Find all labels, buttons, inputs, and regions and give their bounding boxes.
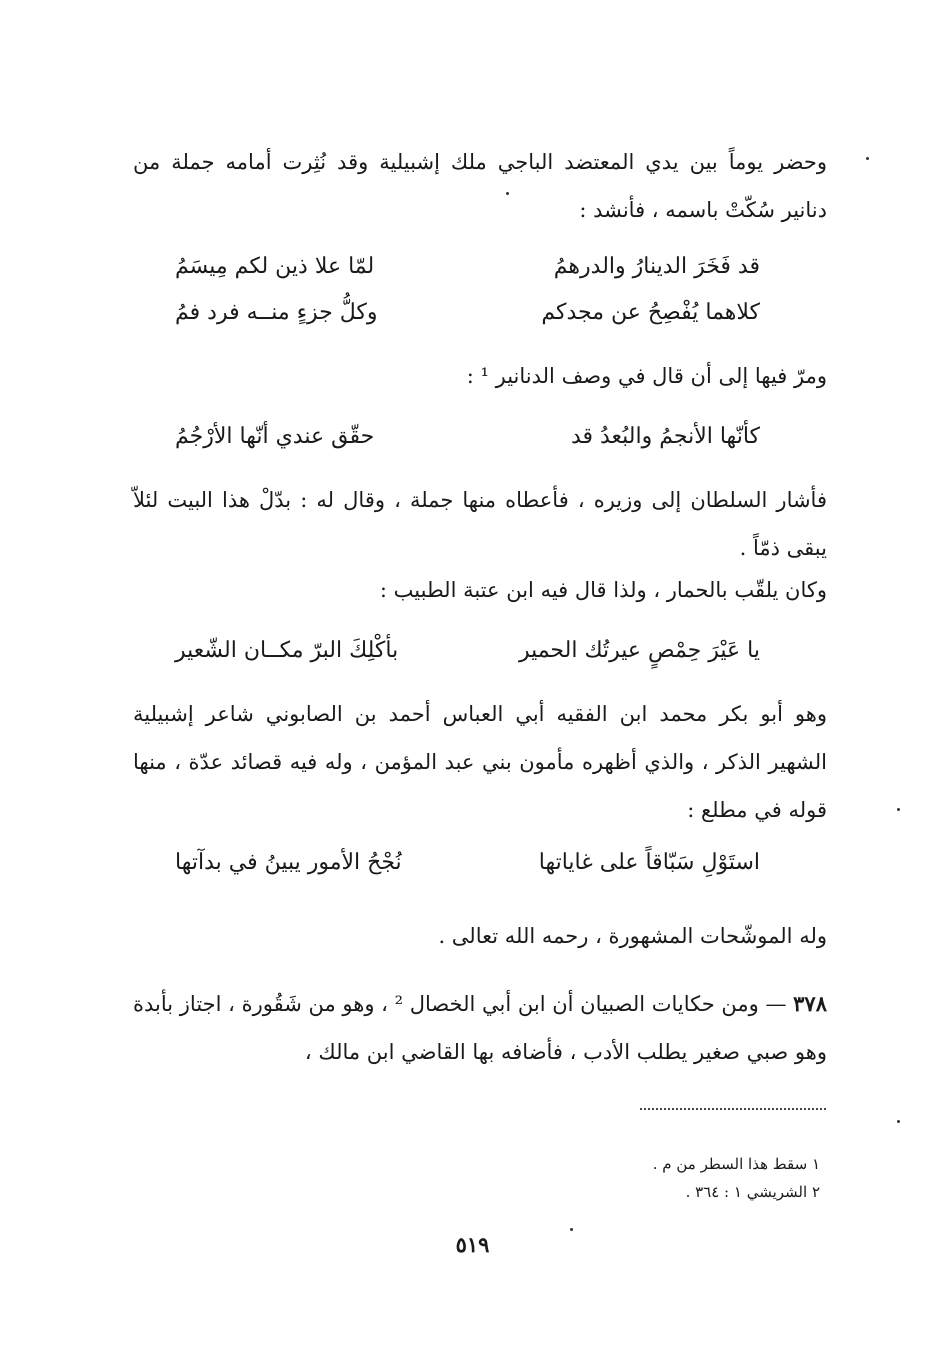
paragraph-3: فأشار السلطان إلى وزيره ، فأعطاه منها جملة ، وقال له : بدّلْ هذا البيت لئلاّ يبقى ذمّاً . bbox=[133, 488, 827, 560]
verse-line-2 bbox=[175, 290, 760, 336]
scan-speck bbox=[897, 1120, 900, 1123]
paragraph-5: وهو أبو بكر محمد ابن الفقيه أبي العباس أحمد بن الصابوني شاعر إشبيلية الشهير الذكر ، والذي أظهره مأمون بني عبد المؤمن ، وله فيه قصائد عدّة ، منها قوله في مطلع : bbox=[133, 702, 827, 822]
verse-hemistich: استَوْلِ سَبّاقاً على غاياتها bbox=[538, 850, 760, 875]
paragraph-7 bbox=[133, 980, 827, 1076]
scan-speck bbox=[866, 157, 869, 160]
footnotes-list bbox=[520, 1150, 820, 1206]
paragraph-2: ومرّ فيها إلى أن قال في وصف الدنانير ¹ : bbox=[466, 364, 827, 388]
verse-line-4 bbox=[175, 628, 760, 674]
footnote-separator bbox=[640, 1108, 826, 1110]
verse-hemistich: نُجْحُ الأمور يبينُ في بدآتها bbox=[175, 850, 402, 875]
verse-hemistich: لمّا علا ذين لكم مِيسَمُ bbox=[175, 254, 375, 279]
paragraph-6: وله الموشّحات المشهورة ، رحمه الله تعالى . bbox=[438, 924, 827, 948]
page-number: ٥١٩ bbox=[455, 1232, 490, 1257]
verse-hemistich: وكلُّ جزءٍ منــه فرد فمُ bbox=[175, 300, 378, 325]
verse-hemistich: كلاهما يُفْصِحُ عن مجدكم bbox=[541, 300, 760, 325]
scan-speck bbox=[506, 192, 509, 195]
verse-hemistich: حقّق عندي أنّها الأرْجُمُ bbox=[175, 424, 375, 449]
footnote-2: ٢ الشريشي ١ : ٣٦٤ . bbox=[685, 1183, 820, 1201]
verse-hemistich: يا عَيْرَ حِمْصٍ عيرتُك الحمير bbox=[518, 638, 760, 663]
paragraph-7-text: — ومن حكايات الصبيان أن ابن أبي الخصال ² ، وهو من شَقُورة ، اجتاز بأبدة وهو صبي صغير يطلب الأدب ، فأضافه بها القاضي ابن مالك ، bbox=[132, 992, 827, 1064]
verse-couplet-1 bbox=[175, 244, 760, 336]
verse-hemistich: قد فَخَرَ الدينارُ والدرهمُ bbox=[553, 254, 760, 279]
paragraph-4: وكان يلقّب بالحمار ، ولذا قال فيه ابن عتبة الطبيب : bbox=[379, 578, 827, 602]
verse-line-5 bbox=[175, 840, 760, 886]
verse-hemistich: كأنّها الأنجمُ والبُعدُ قد bbox=[570, 424, 760, 449]
section-number: ٣٧٨ bbox=[793, 991, 827, 1016]
footnote-1: ١ سقط هذا السطر من م . bbox=[652, 1155, 820, 1173]
scan-speck bbox=[897, 808, 900, 811]
paragraph-1: وحضر يوماً بين يدي المعتضد الباجي ملك إشبيلية وقد نُثِرت أمامه جملة من دنانير سُكّتْ باسمه ، فأنشد : bbox=[133, 150, 827, 222]
verse-line-1 bbox=[175, 244, 760, 290]
verse-hemistich: بأكْلِكَ البرّ مكــان الشّعير bbox=[175, 638, 399, 663]
scan-speck bbox=[570, 1228, 573, 1231]
verse-line-3 bbox=[175, 414, 760, 460]
